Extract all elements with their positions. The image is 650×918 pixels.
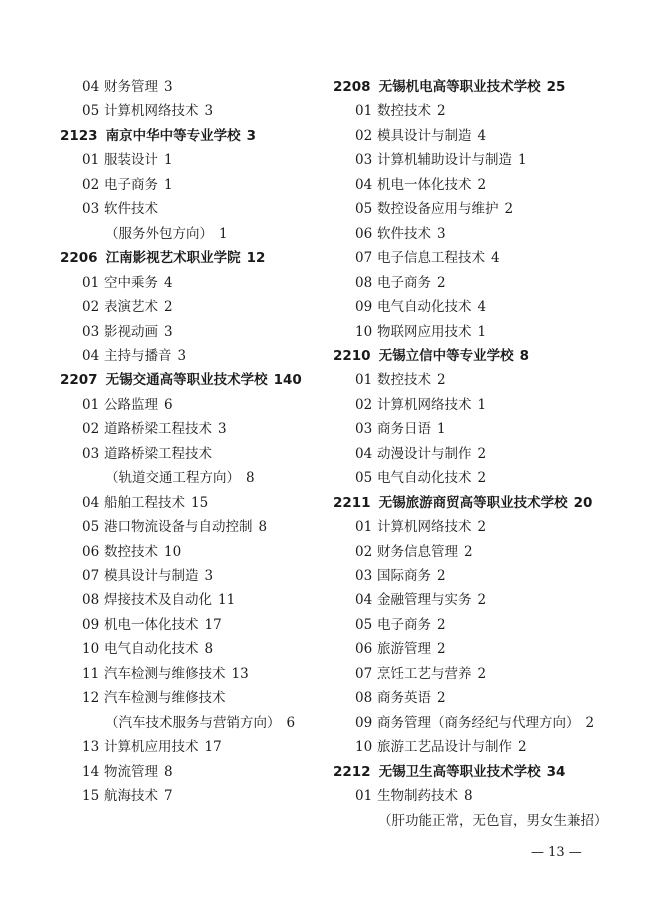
major-entry <box>333 665 486 683</box>
quota: 8 <box>519 347 529 364</box>
major-name: 机电一体化技术 <box>104 616 199 633</box>
major-code: 10 <box>355 323 373 340</box>
school-code: 2208 <box>333 79 371 95</box>
major-entry <box>333 396 486 414</box>
major-code: 08 <box>355 690 373 707</box>
major-name: 计算机网络技术 <box>104 103 199 120</box>
major-code: 05 <box>355 470 373 487</box>
major-entry <box>333 567 446 585</box>
major-name: 动漫设计与制作 <box>377 445 472 462</box>
quota: 7 <box>164 788 173 805</box>
major-code: 03 <box>355 421 373 438</box>
major-code: 01 <box>82 274 100 291</box>
quota: 2 <box>477 445 487 462</box>
major-entry <box>333 127 486 145</box>
quota: 25 <box>546 79 566 95</box>
major-code: 05 <box>82 103 100 120</box>
major-entry <box>60 616 222 634</box>
major-name: 软件技术 <box>104 201 158 218</box>
major-entry <box>60 298 173 316</box>
major-entry <box>333 371 446 389</box>
quota: 2 <box>437 372 446 389</box>
major-name: 财务信息管理 <box>377 543 458 560</box>
major-entry <box>333 469 486 487</box>
major-code: 05 <box>82 519 100 536</box>
major-entry <box>333 298 486 316</box>
major-entry <box>60 640 213 658</box>
major-code: 02 <box>82 421 100 438</box>
quota: 2 <box>437 616 446 633</box>
school-name: 无锡机电高等职业技术学校 <box>378 79 541 95</box>
major-entry <box>333 249 500 267</box>
quota: 2 <box>464 543 473 560</box>
major-name: 旅游工艺品设计与制作 <box>377 739 512 756</box>
major-name: 公路监理 <box>104 396 158 413</box>
school-entry <box>333 763 565 781</box>
major-name: 表演艺术 <box>104 299 158 316</box>
quota: 2 <box>504 201 514 218</box>
major-name: 计算机应用技术 <box>104 739 199 756</box>
quota: 3 <box>164 79 173 95</box>
quota: 2 <box>477 176 487 193</box>
major-name: 道路桥梁工程技术 <box>104 445 212 462</box>
school-code: 2206 <box>60 250 98 267</box>
quota: 17 <box>204 739 222 756</box>
major-entry <box>60 689 226 707</box>
major-code: 04 <box>355 176 373 193</box>
major-entry <box>333 323 486 341</box>
major-name: 影视动画 <box>104 323 158 340</box>
quota: 15 <box>191 494 209 511</box>
major-code: 14 <box>82 763 100 780</box>
school-name: 无锡旅游商贸高等职业技术学校 <box>378 494 568 511</box>
major-name: 物流管理 <box>104 763 158 780</box>
major-name: 电气自动化技术 <box>104 641 199 658</box>
quota: 2 <box>477 665 487 682</box>
quota: 2 <box>477 592 487 609</box>
major-name: 旅游管理 <box>377 641 431 658</box>
major-name: 电子商务 <box>104 176 158 193</box>
major-code: 03 <box>82 445 100 462</box>
major-code: 04 <box>82 79 100 95</box>
major-note <box>60 225 228 243</box>
major-entry <box>333 640 446 658</box>
school-code: 2211 <box>333 494 371 511</box>
major-name: 烹饪工艺与营养 <box>377 665 472 682</box>
major-code: 03 <box>355 152 373 169</box>
major-code: 09 <box>82 616 100 633</box>
quota: 1 <box>437 421 446 438</box>
school-entry <box>60 127 256 145</box>
major-code: 01 <box>355 788 373 805</box>
quota: 6 <box>164 396 173 413</box>
quota: 2 <box>477 519 487 536</box>
major-entry <box>333 738 527 756</box>
major-code: 03 <box>82 323 100 340</box>
major-entry <box>333 714 594 732</box>
major-code: 06 <box>82 543 100 560</box>
major-name: 机电一体化技术 <box>377 176 472 193</box>
major-name: 商务英语 <box>377 690 431 707</box>
major-code: 02 <box>82 299 100 316</box>
school-code: 2123 <box>60 127 98 144</box>
major-entry <box>60 445 212 463</box>
major-code: 10 <box>355 739 373 756</box>
quota: 2 <box>477 470 487 487</box>
major-code: 05 <box>355 616 373 633</box>
major-name: 电子商务 <box>377 274 431 291</box>
school-name: 江南影视艺术职业学院 <box>105 250 241 267</box>
major-name: （肝功能正常，无色盲，男女生兼招） <box>378 812 608 829</box>
major-code: 04 <box>82 347 100 364</box>
major-name: 模具设计与制造 <box>377 127 472 144</box>
quota: 2 <box>437 568 446 584</box>
quota: 1 <box>477 396 487 413</box>
major-name: （轨道交通工程方向） <box>105 470 240 487</box>
major-entry <box>60 323 173 341</box>
quota: 1 <box>164 152 173 169</box>
major-name: 财务管理 <box>104 79 158 95</box>
major-code: 15 <box>82 788 100 805</box>
school-entry <box>333 347 529 365</box>
quota: 3 <box>164 323 173 340</box>
school-entry <box>60 249 265 267</box>
major-code: 03 <box>355 568 373 584</box>
major-code: 08 <box>82 592 100 609</box>
quota: 8 <box>246 470 255 487</box>
major-code: 07 <box>82 568 100 584</box>
quota: 3 <box>177 347 187 364</box>
school-name: 无锡立信中等专业学校 <box>378 347 514 364</box>
major-entry <box>333 274 446 292</box>
quota: 3 <box>218 421 227 438</box>
major-entry <box>60 518 267 536</box>
major-entry <box>60 420 227 438</box>
major-name: 空中乘务 <box>104 274 158 291</box>
major-entry <box>60 347 186 365</box>
major-entry <box>60 591 235 609</box>
major-name: （服务外包方向） <box>105 225 213 242</box>
major-name: 服装设计 <box>104 152 158 169</box>
major-code: 13 <box>82 739 100 756</box>
school-entry <box>333 78 565 96</box>
quota: 1 <box>477 323 487 340</box>
major-name: 电气自动化技术 <box>377 299 472 316</box>
major-note <box>60 714 295 732</box>
major-code: 06 <box>355 225 373 242</box>
quota: 1 <box>164 176 173 193</box>
major-code: 03 <box>82 201 100 218</box>
major-entry <box>60 102 213 120</box>
major-name: （汽车技术服务与营销方向） <box>105 714 281 731</box>
major-entry <box>333 787 473 805</box>
quota: 20 <box>573 494 593 511</box>
major-name: 国际商务 <box>377 568 431 584</box>
major-name: 软件技术 <box>377 225 431 242</box>
major-code: 11 <box>82 665 100 682</box>
major-code: 01 <box>355 519 373 536</box>
school-name: 无锡交通高等职业技术学校 <box>105 372 268 389</box>
quota: 140 <box>273 372 302 389</box>
school-code: 2207 <box>60 372 98 389</box>
major-name: 道路桥梁工程技术 <box>104 421 212 438</box>
major-code: 01 <box>355 103 373 120</box>
quota: 3 <box>204 568 214 584</box>
major-name: 计算机辅助设计与制造 <box>377 152 512 169</box>
quota: 4 <box>477 299 487 316</box>
major-name: 生物制药技术 <box>377 788 458 805</box>
major-name: 汽车检测与维修技术 <box>104 665 226 682</box>
major-code: 06 <box>355 641 373 658</box>
quota: 10 <box>164 543 182 560</box>
major-code: 08 <box>355 274 373 291</box>
major-entry <box>333 616 446 634</box>
quota: 12 <box>246 250 266 267</box>
quota: 8 <box>258 519 268 536</box>
major-entry <box>333 543 473 561</box>
school-name: 南京中华中等专业学校 <box>105 127 241 144</box>
quota: 8 <box>164 763 173 780</box>
major-entry <box>333 225 446 243</box>
major-code: 07 <box>355 665 373 682</box>
quota: 2 <box>518 739 527 756</box>
major-entry <box>60 396 173 414</box>
major-code: 01 <box>82 396 100 413</box>
major-name: 计算机网络技术 <box>377 519 472 536</box>
major-name: 电子信息工程技术 <box>377 250 485 267</box>
major-code: 09 <box>355 299 373 316</box>
major-name: 物联网应用技术 <box>377 323 472 340</box>
major-code: 09 <box>355 714 373 731</box>
quota: 2 <box>437 103 446 120</box>
major-code: 10 <box>82 641 100 658</box>
quota: 4 <box>164 274 173 291</box>
major-code: 12 <box>82 690 100 707</box>
major-entry <box>333 689 446 707</box>
major-name: 电子商务 <box>377 616 431 633</box>
major-entry <box>60 763 173 781</box>
major-code: 02 <box>355 543 373 560</box>
major-entry <box>60 567 213 585</box>
major-entry <box>60 200 158 218</box>
major-entry <box>60 176 173 194</box>
quota: 2 <box>585 714 595 731</box>
major-name: 数控技术 <box>377 372 431 389</box>
quota: 1 <box>219 225 228 242</box>
major-name: 电气自动化技术 <box>377 470 472 487</box>
school-code: 2212 <box>333 763 371 780</box>
major-name: 航海技术 <box>104 788 158 805</box>
major-name: 数控技术 <box>377 103 431 120</box>
major-entry <box>60 274 173 292</box>
major-entry <box>333 445 486 463</box>
school-name: 无锡卫生高等职业技术学校 <box>378 763 541 780</box>
quota: 8 <box>204 641 214 658</box>
school-entry <box>60 371 302 389</box>
quota: 17 <box>204 616 222 633</box>
major-entry <box>333 591 486 609</box>
major-code: 04 <box>355 592 373 609</box>
quota: 6 <box>286 714 296 731</box>
major-entry <box>333 151 527 169</box>
quota: 2 <box>437 690 446 707</box>
major-code: 02 <box>355 396 373 413</box>
quota: 4 <box>477 127 487 144</box>
quota: 3 <box>246 127 256 144</box>
quota: 34 <box>546 763 566 780</box>
major-code: 01 <box>355 372 373 389</box>
page-number: — 13 — <box>531 845 582 860</box>
major-name: 金融管理与实务 <box>377 592 472 609</box>
major-name: 模具设计与制造 <box>104 568 199 584</box>
major-code: 04 <box>82 494 100 511</box>
major-code: 02 <box>355 127 373 144</box>
quota: 13 <box>231 665 249 682</box>
major-entry <box>333 518 486 536</box>
quota: 2 <box>437 641 446 658</box>
quota: 3 <box>204 103 214 120</box>
quota: 4 <box>491 250 500 267</box>
major-entry <box>333 102 446 120</box>
major-name: 商务日语 <box>377 421 431 438</box>
school-code: 2210 <box>333 347 371 364</box>
major-entry <box>333 200 513 218</box>
major-code: 05 <box>355 201 373 218</box>
major-entry <box>60 494 208 512</box>
major-name: 船舶工程技术 <box>104 494 185 511</box>
major-entry <box>60 151 173 169</box>
major-name: 主持与播音 <box>104 347 172 364</box>
major-name: 数控设备应用与维护 <box>377 201 499 218</box>
major-entry <box>333 176 486 194</box>
quota: 3 <box>437 225 446 242</box>
major-name: 计算机网络技术 <box>377 396 472 413</box>
major-name: 港口物流设备与自动控制 <box>104 519 253 536</box>
major-entry <box>60 78 173 96</box>
major-name: 数控技术 <box>104 543 158 560</box>
major-code: 02 <box>82 176 100 193</box>
major-entry <box>60 543 181 561</box>
major-note <box>60 469 255 487</box>
major-code: 01 <box>82 152 100 169</box>
major-name: 商务管理（商务经纪与代理方向） <box>377 714 580 731</box>
major-note <box>333 812 608 830</box>
quota: 2 <box>164 299 173 316</box>
major-entry <box>60 738 222 756</box>
quota: 1 <box>518 152 527 169</box>
quota: 2 <box>437 274 446 291</box>
quota: 11 <box>218 592 236 609</box>
major-entry <box>60 787 173 805</box>
major-code: 04 <box>355 445 373 462</box>
major-name: 汽车检测与维修技术 <box>104 690 226 707</box>
major-code: 07 <box>355 250 373 267</box>
school-entry <box>333 494 592 512</box>
major-entry <box>333 420 446 438</box>
quota: 8 <box>464 788 473 805</box>
major-name: 焊接技术及自动化 <box>104 592 212 609</box>
major-entry <box>60 665 249 683</box>
